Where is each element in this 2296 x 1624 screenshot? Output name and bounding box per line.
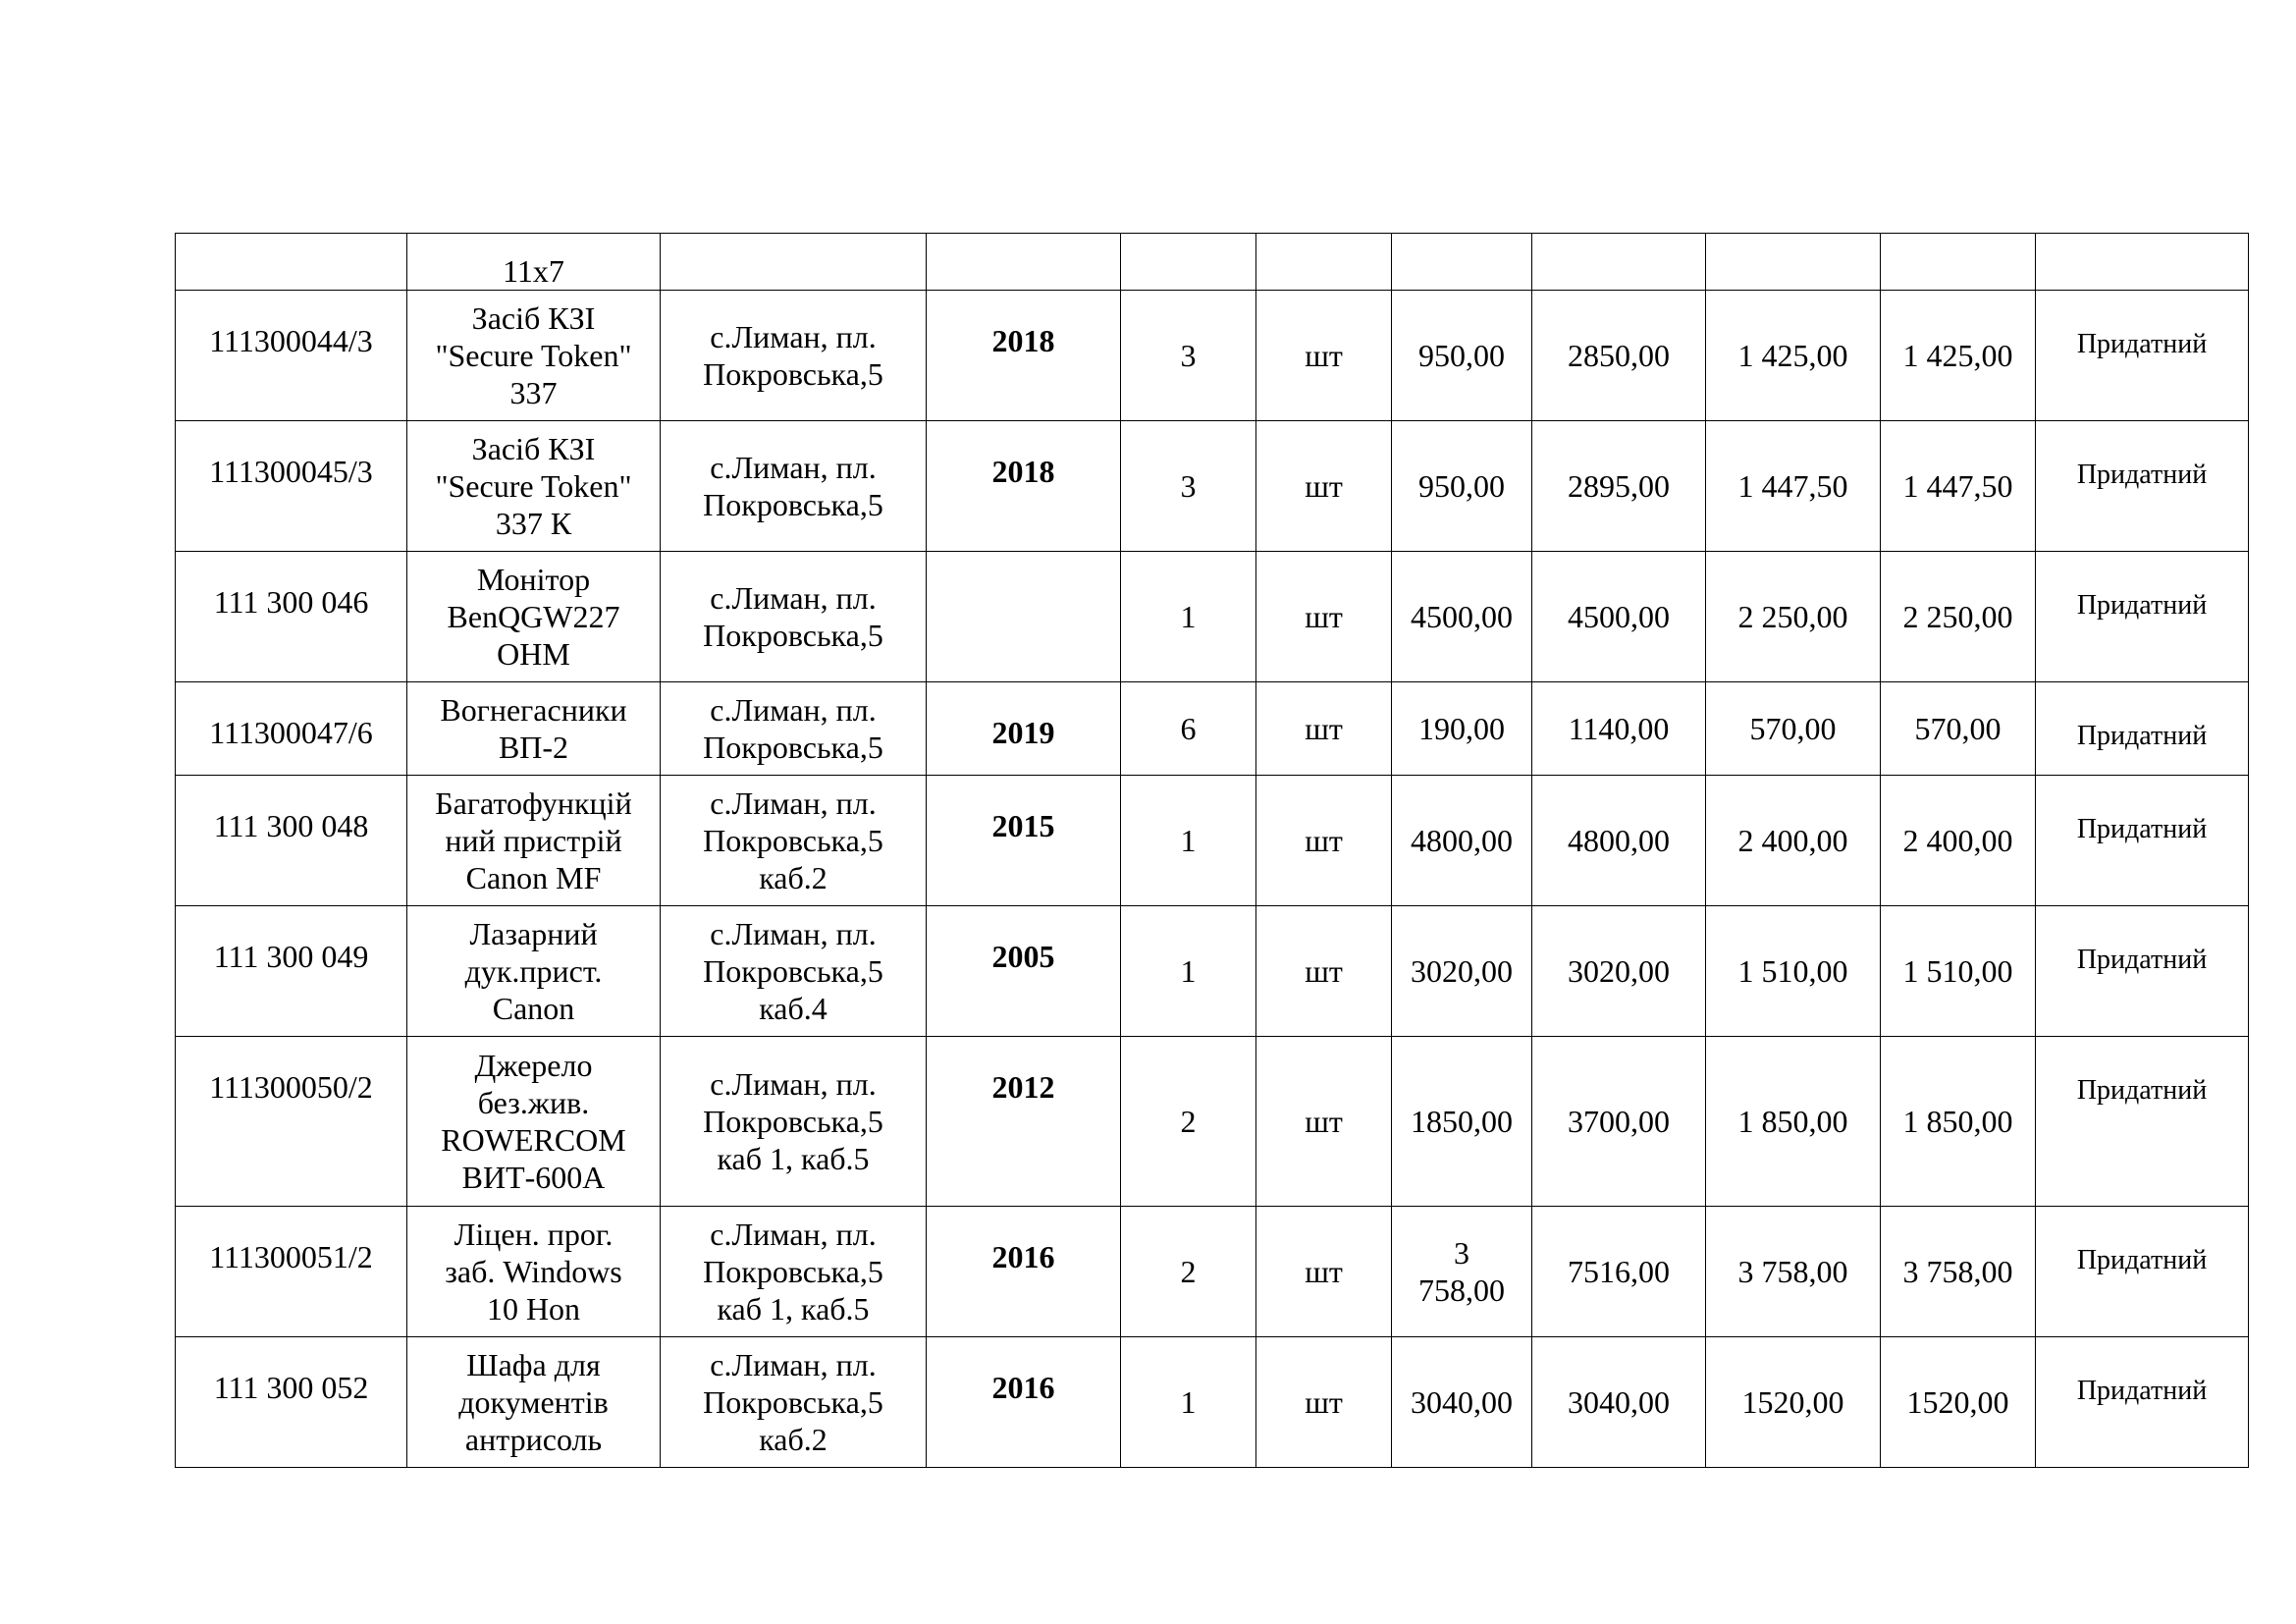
cell-quantity: 2: [1121, 1037, 1256, 1207]
cell-name-line: "Secure Token": [435, 338, 632, 373]
cell-unit-price: [1392, 1207, 1532, 1337]
cell-quantity: 3: [1121, 291, 1256, 421]
cell-name: [407, 1037, 661, 1207]
cell-quantity: 1: [1121, 776, 1256, 906]
cell-total-cost: 2850,00: [1532, 291, 1706, 421]
cell-residual-value: 1 425,00: [1881, 291, 2036, 421]
cell-unit: шт: [1256, 776, 1392, 906]
cell-location-line: с.Лиман, пл.: [710, 450, 877, 485]
cell-depreciation: 2 400,00: [1706, 776, 1881, 906]
cell-name-line: OHM: [497, 636, 570, 672]
cell-inventory-number: 111 300 048: [176, 776, 407, 906]
cell-name: [407, 421, 661, 552]
cell-quantity: 1: [1121, 552, 1256, 682]
cell-unit: шт: [1256, 552, 1392, 682]
cell-residual-value: 2 250,00: [1881, 552, 2036, 682]
cell-residual-value: 1520,00: [1881, 1337, 2036, 1468]
cell-unit-price: 950,00: [1392, 421, 1532, 552]
cell-depreciation: 1 510,00: [1706, 906, 1881, 1037]
cell-total-cost: 7516,00: [1532, 1207, 1706, 1337]
cell-unit: шт: [1256, 291, 1392, 421]
cell-name: [407, 552, 661, 682]
cell-depreciation: 1 425,00: [1706, 291, 1881, 421]
cell-location-line: Покровська,5: [703, 487, 883, 522]
cell-name-line: ROWERCOM: [441, 1122, 626, 1158]
cell-location-line: Покровська,5: [703, 1104, 883, 1139]
cell-name-line: Багатофункцій: [435, 785, 632, 821]
cell-name: [407, 906, 661, 1037]
cell-total-cost: 1140,00: [1532, 682, 1706, 776]
cell-unit-price: 4500,00: [1392, 552, 1532, 682]
cell-location-line: Покровська,5: [703, 823, 883, 858]
cell-location: [661, 291, 927, 421]
cell-condition: Придатний: [2036, 552, 2249, 682]
cell-location: [661, 1037, 927, 1207]
cell-name-line: ВП-2: [498, 730, 569, 765]
table-row: [176, 682, 2249, 776]
cell-location-line: Покровська,5: [703, 953, 883, 989]
cell-unit-price: [1392, 234, 1532, 291]
cell-name-line: Canon: [492, 991, 575, 1026]
cell-inventory-number: 111 300 052: [176, 1337, 407, 1468]
cell-condition: [2036, 234, 2249, 291]
cell-location: [661, 1207, 927, 1337]
cell-name-line: дук.прист.: [464, 953, 603, 989]
cell-year: 2016: [927, 1207, 1121, 1337]
cell-name-line: ВИТ-600А: [461, 1160, 606, 1195]
cell-location-line: с.Лиман, пл.: [710, 692, 877, 728]
cell-location-line: с.Лиман, пл.: [710, 1217, 877, 1252]
cell-condition: Придатний: [2036, 1037, 2249, 1207]
cell-inventory-number: 111 300 049: [176, 906, 407, 1037]
cell-location: [661, 682, 927, 776]
cell-inventory-number: 111300047/6: [176, 682, 407, 776]
table-row: [176, 1337, 2249, 1468]
cell-name-line: "Secure Token": [435, 468, 632, 504]
cell-name: [407, 1337, 661, 1468]
cell-year: 2018: [927, 291, 1121, 421]
cell-unit-price: 1850,00: [1392, 1037, 1532, 1207]
cell-unit-price-line: 758,00: [1418, 1272, 1505, 1308]
cell-year: 2005: [927, 906, 1121, 1037]
cell-location-line: каб.4: [759, 991, 828, 1026]
cell-name-line: Джерело: [474, 1048, 593, 1083]
cell-condition: Придатний: [2036, 682, 2249, 776]
cell-name-line: Засіб КЗІ: [471, 300, 596, 336]
cell-name-line: Canon MF: [465, 860, 602, 895]
table-row: [176, 291, 2249, 421]
table-row: [176, 776, 2249, 906]
cell-name: [407, 291, 661, 421]
cell-year: 2012: [927, 1037, 1121, 1207]
cell-condition: Придатний: [2036, 906, 2249, 1037]
cell-quantity: 1: [1121, 906, 1256, 1037]
cell-location-line: Покровська,5: [703, 356, 883, 392]
cell-total-cost: 3040,00: [1532, 1337, 1706, 1468]
cell-unit-price: 4800,00: [1392, 776, 1532, 906]
cell-location: [661, 776, 927, 906]
cell-depreciation: 1520,00: [1706, 1337, 1881, 1468]
cell-location: [661, 421, 927, 552]
cell-name-line: Засіб КЗІ: [471, 431, 596, 466]
cell-location-line: Покровська,5: [703, 618, 883, 653]
cell-depreciation: 3 758,00: [1706, 1207, 1881, 1337]
cell-unit-price: 190,00: [1392, 682, 1532, 776]
table-row: [176, 1207, 2249, 1337]
cell-unit-price-line: 3: [1454, 1235, 1469, 1271]
cell-residual-value: [1881, 234, 2036, 291]
inventory-table: [175, 233, 2249, 1468]
cell-location-line: с.Лиман, пл.: [710, 916, 877, 951]
cell-unit: шт: [1256, 421, 1392, 552]
cell-location-line: с.Лиман, пл.: [710, 785, 877, 821]
cell-residual-value: 1 510,00: [1881, 906, 2036, 1037]
cell-location-line: с.Лиман, пл.: [710, 1347, 877, 1382]
cell-depreciation: 1 447,50: [1706, 421, 1881, 552]
cell-name-line: 337 К: [495, 506, 572, 541]
cell-location: [661, 906, 927, 1037]
cell-name-line: ний пристрій: [445, 823, 622, 858]
table-row: [176, 1037, 2249, 1207]
cell-total-cost: 2895,00: [1532, 421, 1706, 552]
cell-inventory-number: 111300050/2: [176, 1037, 407, 1207]
cell-condition: Придатний: [2036, 1207, 2249, 1337]
cell-residual-value: 2 400,00: [1881, 776, 2036, 906]
cell-unit-price: 3020,00: [1392, 906, 1532, 1037]
cell-location-line: каб.2: [759, 860, 828, 895]
cell-total-cost: 4800,00: [1532, 776, 1706, 906]
table-row: [176, 906, 2249, 1037]
cell-year: 2019: [927, 682, 1121, 776]
cell-inventory-number: 111 300 046: [176, 552, 407, 682]
cell-name-line: заб. Windows: [445, 1254, 622, 1289]
cell-name: [407, 776, 661, 906]
cell-location-line: Покровська,5: [703, 730, 883, 765]
table-row: [176, 421, 2249, 552]
cell-inventory-number: 111300051/2: [176, 1207, 407, 1337]
table-row: [176, 552, 2249, 682]
cell-quantity: 6: [1121, 682, 1256, 776]
cell-year: [927, 552, 1121, 682]
cell-name-line: Шафа для: [466, 1347, 601, 1382]
cell-name-line: документів: [458, 1384, 609, 1420]
cell-location-line: Покровська,5: [703, 1254, 883, 1289]
cell-quantity: 3: [1121, 421, 1256, 552]
cell-inventory-number: 111300044/3: [176, 291, 407, 421]
cell-quantity: [1121, 234, 1256, 291]
cell-location-line: каб.2: [759, 1422, 828, 1457]
cell-unit: шт: [1256, 682, 1392, 776]
cell-condition: Придатний: [2036, 1337, 2249, 1468]
cell-year: 2018: [927, 421, 1121, 552]
cell-location-line: с.Лиман, пл.: [710, 1066, 877, 1102]
cell-total-cost: 3020,00: [1532, 906, 1706, 1037]
table-row-continuation: [176, 234, 2249, 291]
cell-unit: шт: [1256, 1337, 1392, 1468]
cell-condition: Придатний: [2036, 291, 2249, 421]
cell-name-line: антрисоль: [464, 1422, 603, 1457]
cell-depreciation: [1706, 234, 1881, 291]
cell-unit-price: 3040,00: [1392, 1337, 1532, 1468]
cell-inventory-number: [176, 234, 407, 291]
cell-name-line: Ліцен. прог.: [454, 1217, 614, 1252]
cell-name: [407, 682, 661, 776]
cell-location-line: каб 1, каб.5: [717, 1141, 870, 1176]
cell-name-line: Монітор: [476, 562, 591, 597]
cell-name-line: Лазарний: [469, 916, 598, 951]
cell-location-line: с.Лиман, пл.: [710, 319, 877, 354]
cell-quantity: 2: [1121, 1207, 1256, 1337]
cell-residual-value: 1 447,50: [1881, 421, 2036, 552]
cell-unit: шт: [1256, 906, 1392, 1037]
cell-location-line: каб 1, каб.5: [717, 1291, 870, 1326]
cell-year: [927, 234, 1121, 291]
cell-condition: Придатний: [2036, 776, 2249, 906]
cell-name-line: Вогнегасники: [440, 692, 627, 728]
cell-quantity: 1: [1121, 1337, 1256, 1468]
cell-unit: шт: [1256, 1207, 1392, 1337]
cell-depreciation: 570,00: [1706, 682, 1881, 776]
cell-residual-value: 3 758,00: [1881, 1207, 2036, 1337]
cell-location-line: Покровська,5: [703, 1384, 883, 1420]
cell-depreciation: 2 250,00: [1706, 552, 1881, 682]
table-body: [176, 234, 2249, 1468]
cell-name-line: 337: [509, 375, 558, 410]
cell-location-line: с.Лиман, пл.: [710, 580, 877, 616]
cell-name-line: без.жив.: [477, 1085, 590, 1120]
cell-name-line: BenQGW227: [447, 599, 620, 634]
cell-depreciation: 1 850,00: [1706, 1037, 1881, 1207]
cell-location: [661, 1337, 927, 1468]
cell-residual-value: 1 850,00: [1881, 1037, 2036, 1207]
cell-total-cost: 3700,00: [1532, 1037, 1706, 1207]
cell-unit: шт: [1256, 1037, 1392, 1207]
cell-location: [661, 552, 927, 682]
cell-unit-price: 950,00: [1392, 291, 1532, 421]
cell-name-line: 10 Hon: [486, 1291, 581, 1326]
cell-location: [661, 234, 927, 291]
cell-condition: Придатний: [2036, 421, 2249, 552]
cell-name: [407, 1207, 661, 1337]
cell-total-cost: 4500,00: [1532, 552, 1706, 682]
cell-year: 2016: [927, 1337, 1121, 1468]
cell-name: 11x7: [407, 234, 661, 291]
cell-unit: [1256, 234, 1392, 291]
cell-inventory-number: 111300045/3: [176, 421, 407, 552]
cell-total-cost: [1532, 234, 1706, 291]
cell-year: 2015: [927, 776, 1121, 906]
cell-residual-value: 570,00: [1881, 682, 2036, 776]
